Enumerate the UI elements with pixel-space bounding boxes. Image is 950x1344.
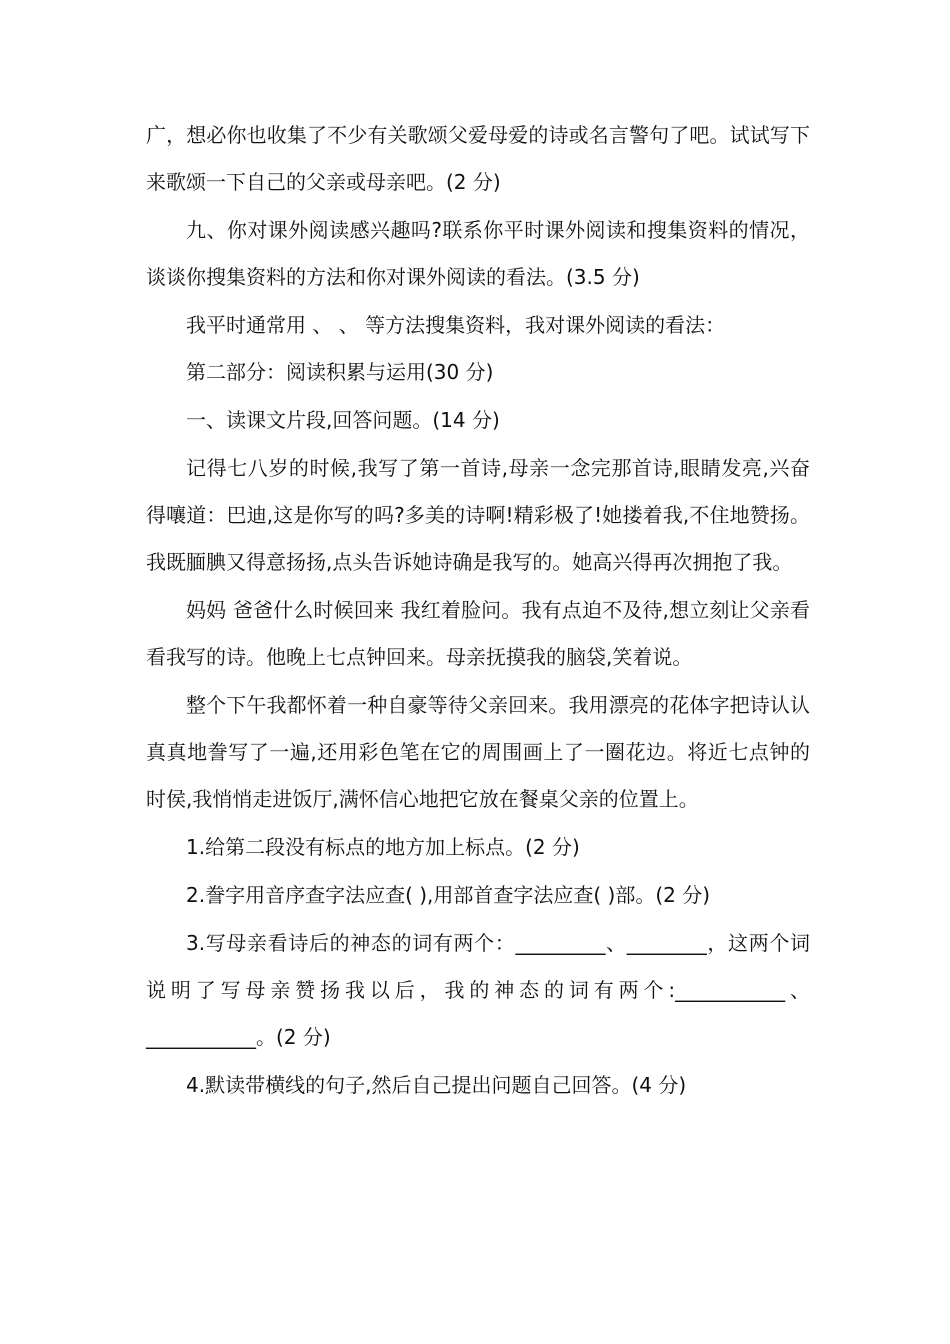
sub-question-1: 1.给第二段没有标点的地方加上标点。(2 分) [186,835,580,859]
passage-paragraph-1: 记得七八岁的时候,我写了第一首诗,母亲一念完那首诗,眼睛发亮,兴奋得嚷道：巴迪,这是你写的吗?多美的诗啊!精彩极了!她搂着我,不住地赞扬。我既腼腆又得意扬扬,点头告诉她诗确是我写的。她高兴得再次拥抱了我。 [146,456,810,574]
sub-question-2: 2.誊字用音序查字法应查( ),用部首查字法应查( )部。(2 分) [186,883,711,907]
sub-question-3: 3.写母亲看诗后的神态的词有两个：_________、________，这两个词说明了写母亲赞扬我以后，我的神态的词有两个:___________、___________。(2 分) [146,931,810,1049]
sub-question-4: 4.默读带横线的句子,然后自己提出问题自己回答。(4 分) [186,1073,687,1097]
question-heading-1: 一、读课文片段,回答问题。(14 分) [186,408,500,432]
paragraph-3: 我平时通常用 、 、 等方法搜集资料，我对课外阅读的看法： [186,313,726,337]
paragraph-2: 九、你对课外阅读感兴趣吗?联系你平时课外阅读和搜集资料的情况，谈谈你搜集资料的方法和你对课外阅读的看法。(3.5 分) [146,218,810,289]
paragraph-1: 广，想必你也收集了不少有关歌颂父爱母爱的诗或名言警句了吧。试试写下来歌颂一下自己的父亲或母亲吧。(2 分) [146,123,810,194]
passage-paragraph-2: 妈妈 爸爸什么时候回来 我红着脸问。我有点迫不及待,想立刻让父亲看看我写的诗。他晚上七点钟回来。母亲抚摸我的脑袋,笑着说。 [146,598,810,669]
passage-paragraph-3: 整个下午我都怀着一种自豪等待父亲回来。我用漂亮的花体字把诗认认真真地誊写了一遍,还用彩色笔在它的周围画上了一圈花边。将近七点钟的时侯,我悄悄走进饭厅,满怀信心地把它放在餐桌父亲的位置上。 [146,693,810,811]
document-page [146,112,810,1109]
section-heading-part-two: 第二部分：阅读积累与运用(30 分) [186,360,494,384]
